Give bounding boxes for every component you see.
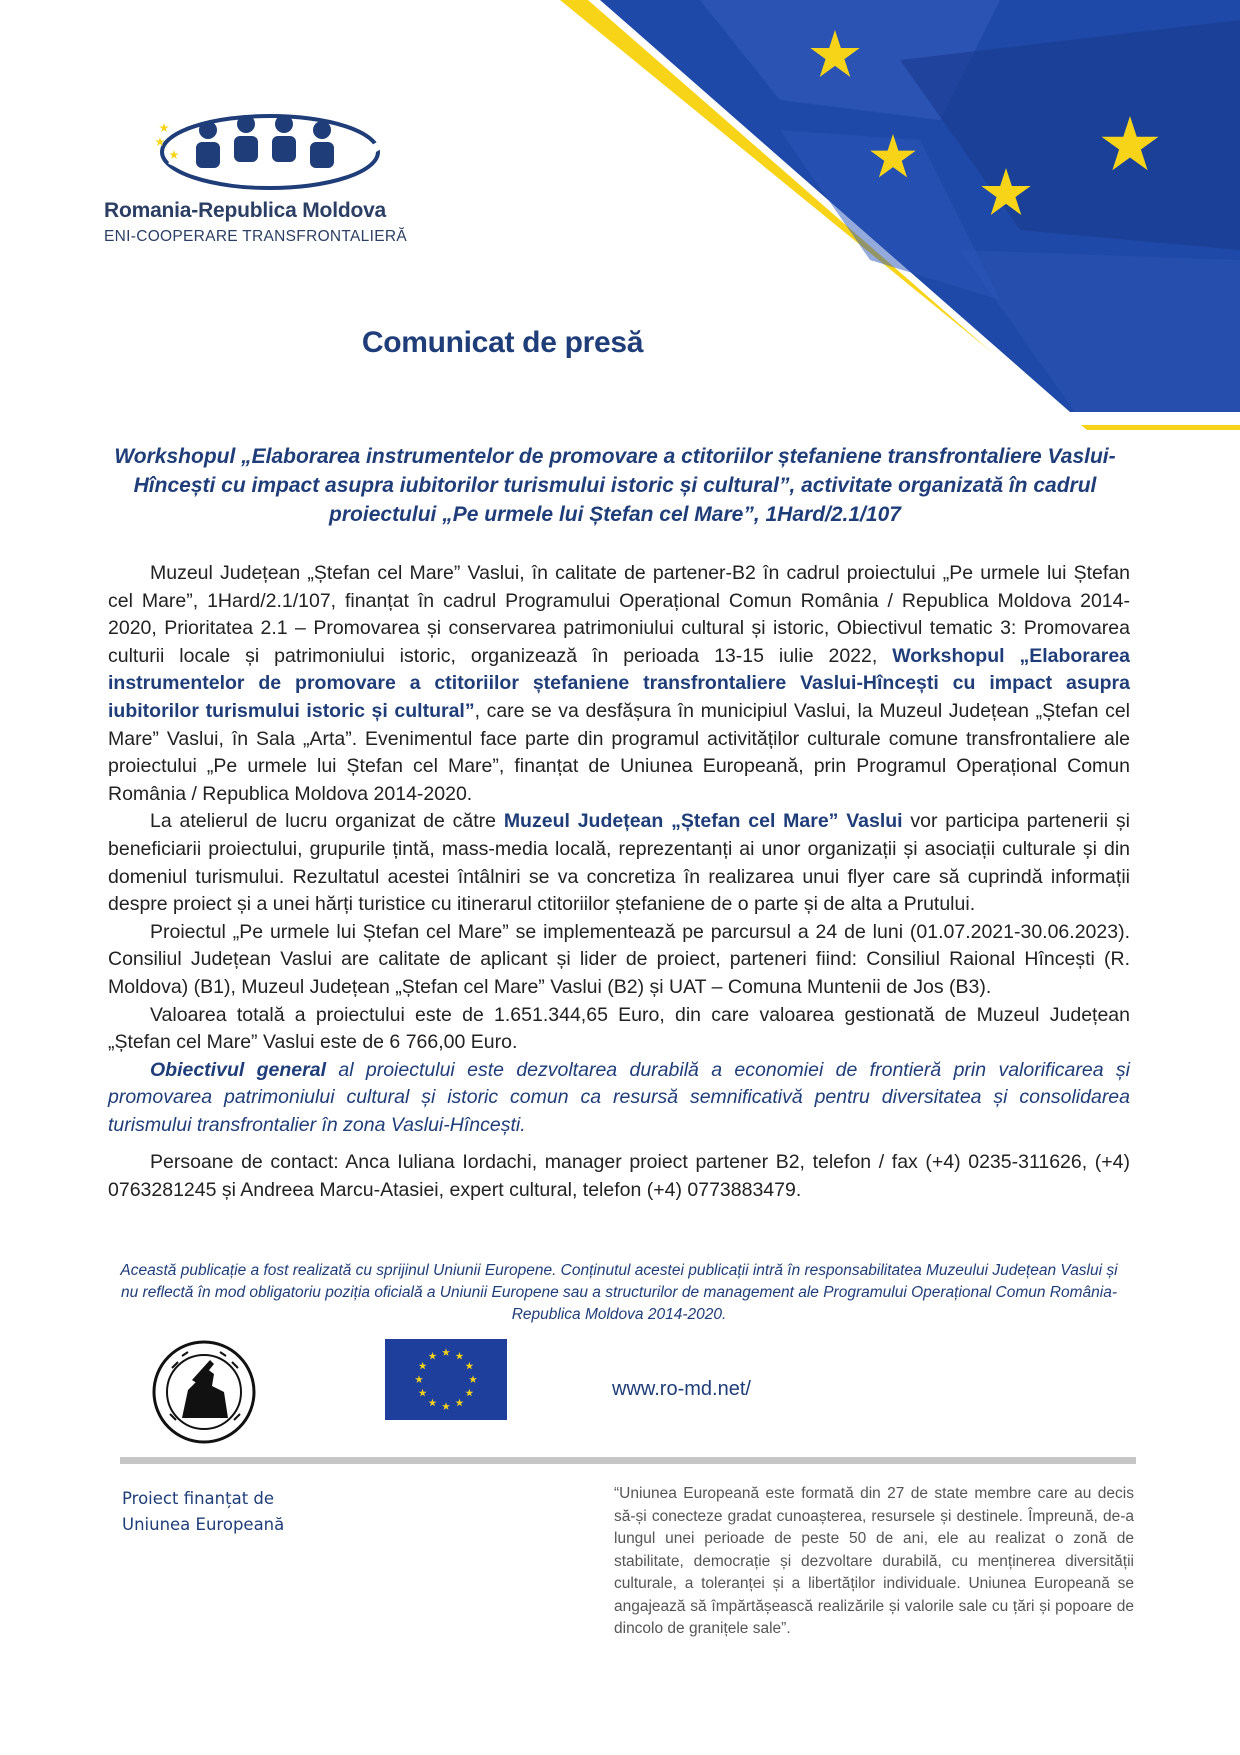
eu-quote: “Uniunea Europeană este formată din 27 de state membre care au decis să-și conecteze gradat cunoașterea, resursele și destinele. Împreună, de-a lungul unei perioade de peste 50 de ani, ele au realizat o zonă de stabilitate, democrație și dezvoltare durabilă, cu menținerea diversității culturale, a toleranței și a libertăților individuale. Uniunea Europeană se angajează să împărtășească realizările și valorile sale cu țări și popoare de dincolo de granițele sale”. xyxy=(614,1485,1134,1637)
paragraph-4: Valoarea totală a proiectului este de 1.651.344,65 Euro, din care valoarea gestionată de Muzeul Județean „Ștefan cel Mare” Vaslui este de 6 766,00 Euro. xyxy=(108,1003,1130,1054)
objective-text: al proiectului este dezvoltarea durabilă a economiei de frontieră prin valorificarea și promovarea patrimoniului cultural și istoric comun ca resursă semnificativă pentru diversitatea și consolidarea turismului transfrontalier în zona Vaslui-Hîncești. xyxy=(108,1058,1130,1136)
paragraph-2-text-end: vor participa partenerii și beneficiarii proiectului, grupurile țintă, mass-media locală, reprezentanți ai unor organizații și asociații culturale și din domeniul turismului. Rezultatul acestei întâlniri se va concretiza în realizarea unui flyer care să cuprindă informații despre proiect și a unei hărți turistice cu itinerarul ctitoriilor ștefaniene de o parte și de alta a Prutului. xyxy=(108,810,1130,916)
eu-disclaimer: Această publicație a fost realizată cu sprijinul Uniunii Europene. Conținutul acestei publicații intră în responsabilitatea Muzeului Județean Vaslui și nu reflectă în mod obligatoriu poziția oficială a Uniunii Europene sau a structurilor de management ale Programului Operațional Comun România-Republica Moldova 2014-2020. xyxy=(120,1262,1118,1323)
workshop-title-highlight: Workshopul „Elaborarea instrumentelor de promovare a ctitoriilor ștefaniene transfrontaliere Vaslui-Hîncești cu impact asupra iubitorilor turismului istoric și cultural” xyxy=(108,644,1131,722)
paragraph-3: Proiectul „Pe urmele lui Ștefan cel Mare” se implementează pe parcursul a 24 de luni (01.07.2021-30.06.2023). Consiliul Județean Vaslui are calitate de aplicant și lider de proiect, parteneri fiind: Consiliul Raional Hîncești (R. Moldova) (B1), Muzeul Județean „Ștefan cel Mare” Vaslui (B2) și UAT – Comuna Muntenii de Jos (B3). xyxy=(108,920,1130,998)
paragraph-1-text: Muzeul Județean „Ștefan cel Mare” Vaslui, în calitate de partener-B2 în cadrul proiectului „Pe urmele lui Ștefan cel Mare”, 1Hard/2.1/107, finanțat în cadrul Programului Operațional Comun România / Republica Moldova 2014-2020, Prioritatea 2.1 – Promovarea și conservarea patrimoniului cultural și istoric, Obiectivul tematic 3: Promovarea culturii locale și patrimoniului istoric, organizează în perioada 13-15 iulie 2022, xyxy=(108,562,1130,667)
contact-paragraph: Persoane de contact: Anca Iuliana Iordachi, manager proiect partener B2, telefon / fax (+4) 0235-311626, (+4) 0763281245 și Andreea Marcu-Atasiei, expert cultural, telefon (+4) 0773883479. xyxy=(108,1151,1130,1202)
page-title: Comunicat de presă xyxy=(361,326,644,359)
paragraph-objective xyxy=(108,1057,1130,1140)
paragraph-2 xyxy=(108,808,1130,918)
press-release-body xyxy=(108,560,1130,1205)
funded-by-eu-label xyxy=(122,1486,284,1538)
funded-line-2: Uniunea Europeană xyxy=(122,1515,285,1534)
footer-divider xyxy=(120,1457,1136,1464)
museum-name-highlight: Muzeul Județean „Ștefan cel Mare” Vaslui xyxy=(503,810,903,833)
eu-flag-icon xyxy=(385,1339,507,1420)
paragraph-1-text-end: , care se va desfășura în municipiul Vaslui, la Muzeul Județean „Ștefan cel Mare” Vaslui, în Sala „Arta”. Evenimentul face parte din programul activităților culturale comune transfrontaliere ale proiectului „Pe urmele lui Ștefan cel Mare”, finanțat de Uniunea Europeană, prin Programul Operațional Comun România / Republica Moldova 2014-2020. xyxy=(108,699,1130,805)
logo-program-subtitle: ENI-COOPERARE TRANSFRONTALIERĂ xyxy=(104,228,407,245)
logo-program-name: Romania-Republica Moldova xyxy=(104,199,387,222)
press-release-headline: Workshopul „Elaborarea instrumentelor de promovare a ctitoriilor ștefaniene transfrontaliere Vaslui-Hîncești cu impact asupra iubitorilor turismului istoric și cultural”, activitate organizată în cadrul proiectului „Pe urmele lui Ștefan cel Mare”, 1Hard/2.1/107 xyxy=(114,445,1116,526)
website-link[interactable]: www.ro-md.net/ xyxy=(612,1378,751,1400)
paragraph-1 xyxy=(108,560,1130,808)
paragraph-2-text: La atelierul de lucru organizat de către xyxy=(150,810,504,833)
funded-line-1: Proiect finanțat de xyxy=(122,1489,275,1508)
objective-label: Obiectivul general xyxy=(150,1058,326,1081)
museum-seal-icon xyxy=(152,1340,256,1444)
